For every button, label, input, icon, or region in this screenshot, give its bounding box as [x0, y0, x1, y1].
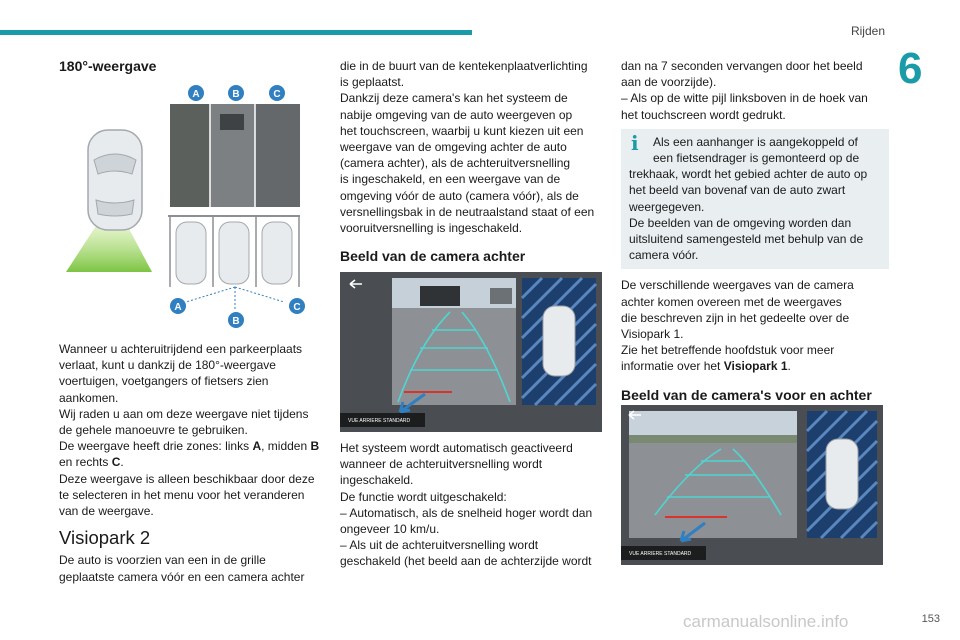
zone-badge-a-bottom — [170, 298, 186, 314]
info-line: een fietsendrager is gemonteerd op de — [653, 151, 860, 166]
chapter-number: 6 — [898, 44, 923, 93]
zone-badge-c-bottom — [289, 298, 305, 314]
paragraph-line: ongeveer 10 km/u. — [340, 522, 440, 537]
paragraph-line: De functie wordt uitgeschakeld: — [340, 489, 507, 504]
paragraph-line: het touchscreen wordt gedrukt. — [621, 107, 786, 122]
info-box — [621, 129, 889, 270]
left-column — [59, 58, 331, 74]
info-line: Als een aanhanger is aangekoppeld of — [653, 134, 858, 149]
paragraph-line: De verschillende weergaves van de camera — [621, 278, 854, 293]
zone-badge-b-top — [228, 85, 244, 101]
info-icon: i — [631, 130, 639, 155]
paragraph-line: Visiopark 1. — [621, 327, 684, 342]
view-label: VUE ARRIERE STANDARD — [348, 418, 411, 424]
paragraph-line: ingeschakeld. — [340, 473, 414, 488]
paragraph-line: Het systeem wordt automatisch geactiveerd — [340, 441, 573, 455]
paragraph-line: het touchscreen, waarbij u kunt kiezen uit een — [340, 123, 584, 138]
svg-text:B: B — [232, 89, 240, 100]
car-top-icon — [826, 439, 858, 509]
rear-camera-screen — [340, 272, 602, 432]
info-line: De beelden van de omgeving worden dan — [629, 215, 852, 230]
view-label: VUE ARRIERE STANDARD — [629, 551, 692, 557]
paragraph-line: Deze weergave is alleen beschikbaar door deze — [59, 471, 315, 486]
paragraph-line: te selecteren in het menu voor het veranderen — [59, 487, 305, 502]
right-column — [621, 58, 889, 403]
paragraph-line: versnellingsbak in de neutraalstand staat of een — [340, 204, 595, 219]
heading-rear-camera: Beeld van de camera achter — [340, 248, 526, 265]
chapter-title: Rijden — [850, 24, 885, 38]
paragraph-line: Wij raden u aan om deze weergave niet tijdens — [59, 406, 309, 421]
paragraph-line: vooruitversnelling is ingeschakeld. — [340, 221, 523, 236]
svg-text:C: C — [273, 89, 281, 100]
illustration-180-view — [60, 82, 320, 332]
paragraph-line: verlaat, kunt u dankzij de 180°-weergave — [59, 358, 276, 373]
paragraph-line: nabije omgeving van de auto weergeven op — [340, 107, 573, 122]
zone-badge-c-top — [269, 85, 285, 101]
paragraph-line: De auto is voorzien van een in de grille — [59, 553, 266, 568]
camera-image-180 — [170, 104, 300, 207]
paragraph-line: – Automatisch, als de snelheid hoger wordt dan — [340, 505, 593, 520]
section-heading-180: 180°-weergave — [59, 58, 157, 74]
svg-text:C: C — [293, 302, 301, 313]
paragraph-line: omgeving vóór de auto (camera vóór), als de — [340, 188, 579, 203]
left-body — [59, 341, 331, 585]
paragraph-line: aan de voorzijde). — [621, 75, 717, 90]
page-number: 153 — [921, 613, 940, 625]
section-title-visiopark2: Visiopark 2 — [59, 527, 151, 549]
middle-body — [340, 440, 610, 570]
paragraph-line: die in de buurt van de kentekenplaatverlichting — [340, 59, 588, 73]
paragraph-line: – Als uit de achteruitversnelling wordt — [340, 538, 539, 553]
zone-badge-a-top — [188, 85, 204, 101]
heading-front-rear-camera: Beeld van de camera's voor en achter — [621, 386, 872, 403]
paragraph-line-visiopark-ref: informatie over het Visiopark 1. — [621, 359, 791, 374]
car-top-view-icon — [88, 130, 142, 230]
info-line: het beeld van bovenaf van de auto zwart — [629, 183, 846, 198]
zone-badge-b-bottom — [228, 312, 244, 328]
chapter-accent-bar — [0, 30, 472, 35]
front-rear-camera-screen — [621, 405, 883, 565]
paragraph-line: geplaatste camera vóór en een camera achter — [59, 569, 305, 584]
paragraph-line: wanneer de achteruitversnelling wordt — [340, 457, 543, 472]
zones-sentence-end: en rechts C. — [59, 455, 124, 470]
paragraph-line: dan na 7 seconden vervangen door het beeld — [621, 59, 863, 73]
paragraph-line: (camera achter), als de achteruitversnelling — [340, 156, 571, 171]
paragraph-line: – Als op de witte pijl linksboven in de hoek van — [621, 91, 868, 106]
paragraph-line: Dankzij deze camera's kan het systeem de — [340, 91, 568, 106]
paragraph-line: Wanneer u achteruitrijdend een parkeerplaats — [59, 342, 303, 356]
info-line: weergegeven. — [629, 199, 705, 214]
car-top-icon — [543, 306, 575, 376]
info-line: uitsluitend samengesteld met behulp van de — [629, 232, 864, 247]
paragraph-line: geschakeld (het beeld aan de achterzijde wordt — [340, 554, 592, 569]
svg-text:A: A — [174, 302, 182, 313]
svg-text:A: A — [192, 89, 200, 100]
info-line: camera vóór. — [629, 248, 699, 263]
middle-column — [340, 58, 610, 264]
paragraph-line: is geplaatst. — [340, 75, 405, 90]
info-line: trekhaak, wordt het gebied achter de auto op — [629, 167, 868, 182]
paragraph-line: die beschreven zijn in het gedeelte over de — [621, 310, 850, 325]
paragraph-line: achter komen overeen met de weergaves — [621, 294, 842, 309]
paragraph-line: van de weergave. — [59, 504, 154, 519]
paragraph-line: Zie het betreffende hoofdstuk voor meer — [621, 343, 835, 358]
watermark: carmanualsonline.info — [683, 612, 849, 631]
svg-text:B: B — [232, 316, 240, 327]
paragraph-line: weergave van de omgeving achter de auto — [340, 140, 567, 155]
parking-bays — [168, 216, 300, 287]
zones-sentence: De weergave heeft drie zones: links A, midden B — [59, 439, 320, 454]
zone-guide-lines — [186, 287, 284, 310]
paragraph-line: voertuigen, voetgangers of fietsers zien — [59, 374, 269, 389]
paragraph-line: is ingeschakeld, en een weergave van de — [340, 172, 561, 187]
paragraph-line: de gehele manoeuvre te gebruiken. — [59, 423, 248, 438]
paragraph-line: aankomen. — [59, 390, 119, 405]
